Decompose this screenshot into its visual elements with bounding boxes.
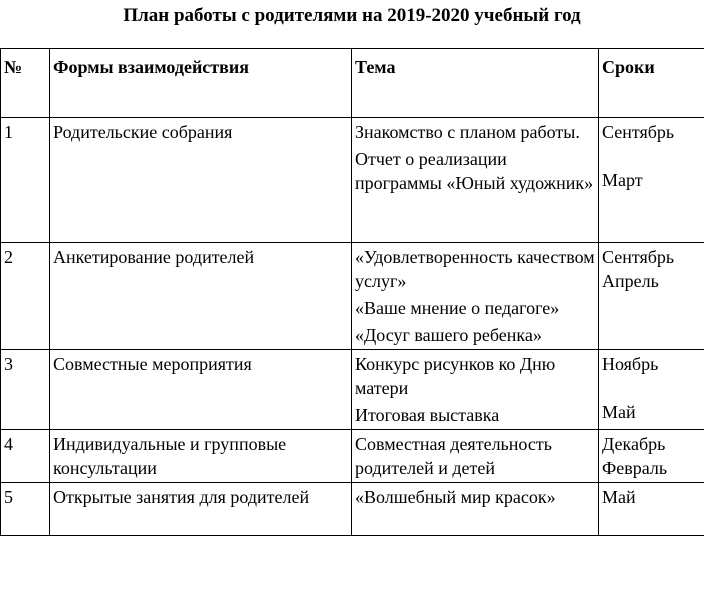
row-num: 1	[1, 118, 50, 243]
header-num: №	[1, 49, 50, 118]
header-dates: Сроки	[599, 49, 704, 118]
topic-item: Отчет о реализации программы «Юный художник»	[355, 149, 594, 193]
table-row	[1, 243, 704, 350]
header-forms: Формы взаимодействия	[50, 49, 352, 118]
row-num: 5	[1, 483, 50, 536]
date-item: Май	[602, 487, 636, 507]
date-item: Апрель	[602, 271, 659, 291]
row-dates	[599, 350, 704, 430]
row-dates	[599, 243, 704, 350]
table-row	[1, 118, 704, 243]
work-plan-table	[0, 48, 704, 536]
date-item: Май	[602, 402, 636, 422]
topic-item: Конкурс рисунков ко Дню матери	[355, 354, 556, 398]
row-topics	[352, 118, 599, 243]
date-item: Ноябрь	[602, 354, 659, 374]
date-item: Сентябрь	[602, 247, 675, 267]
row-topics	[352, 483, 599, 536]
row-dates	[599, 118, 704, 243]
row-num: 2	[1, 243, 50, 350]
date-item: Декабрь	[602, 434, 666, 454]
row-dates	[599, 483, 704, 536]
topic-item: «Досуг вашего ребенка»	[355, 325, 542, 345]
topic-item: Совместная деятельность родителей и детей	[355, 434, 552, 478]
row-forms: Совместные мероприятия	[50, 350, 352, 430]
date-item: Февраль	[602, 458, 668, 478]
row-forms: Родительские собрания	[50, 118, 352, 243]
date-item: Март	[602, 170, 643, 190]
date-item: Сентябрь	[602, 122, 675, 142]
row-num: 4	[1, 430, 50, 483]
topic-item: «Волшебный мир красок»	[355, 487, 556, 507]
header-topic: Тема	[352, 49, 599, 118]
row-dates	[599, 430, 704, 483]
row-forms: Индивидуальные и групповые консультации	[50, 430, 352, 483]
row-topics	[352, 243, 599, 350]
row-forms: Анкетирование родителей	[50, 243, 352, 350]
table-row	[1, 483, 704, 536]
topic-item: Знакомство с планом работы.	[355, 122, 580, 142]
table-row	[1, 350, 704, 430]
row-topics	[352, 350, 599, 430]
topic-item: Итоговая выставка	[355, 405, 500, 425]
row-num: 3	[1, 350, 50, 430]
page-title: План работы с родителями на 2019-2020 учебный год	[123, 5, 581, 26]
row-topics	[352, 430, 599, 483]
row-forms: Открытые занятия для родителей	[50, 483, 352, 536]
table-row	[1, 430, 704, 483]
topic-item: «Удовлетворенность качеством услуг»	[355, 247, 595, 291]
topic-item: «Ваше мнение о педагоге»	[355, 298, 560, 318]
table-header-row	[1, 49, 704, 118]
